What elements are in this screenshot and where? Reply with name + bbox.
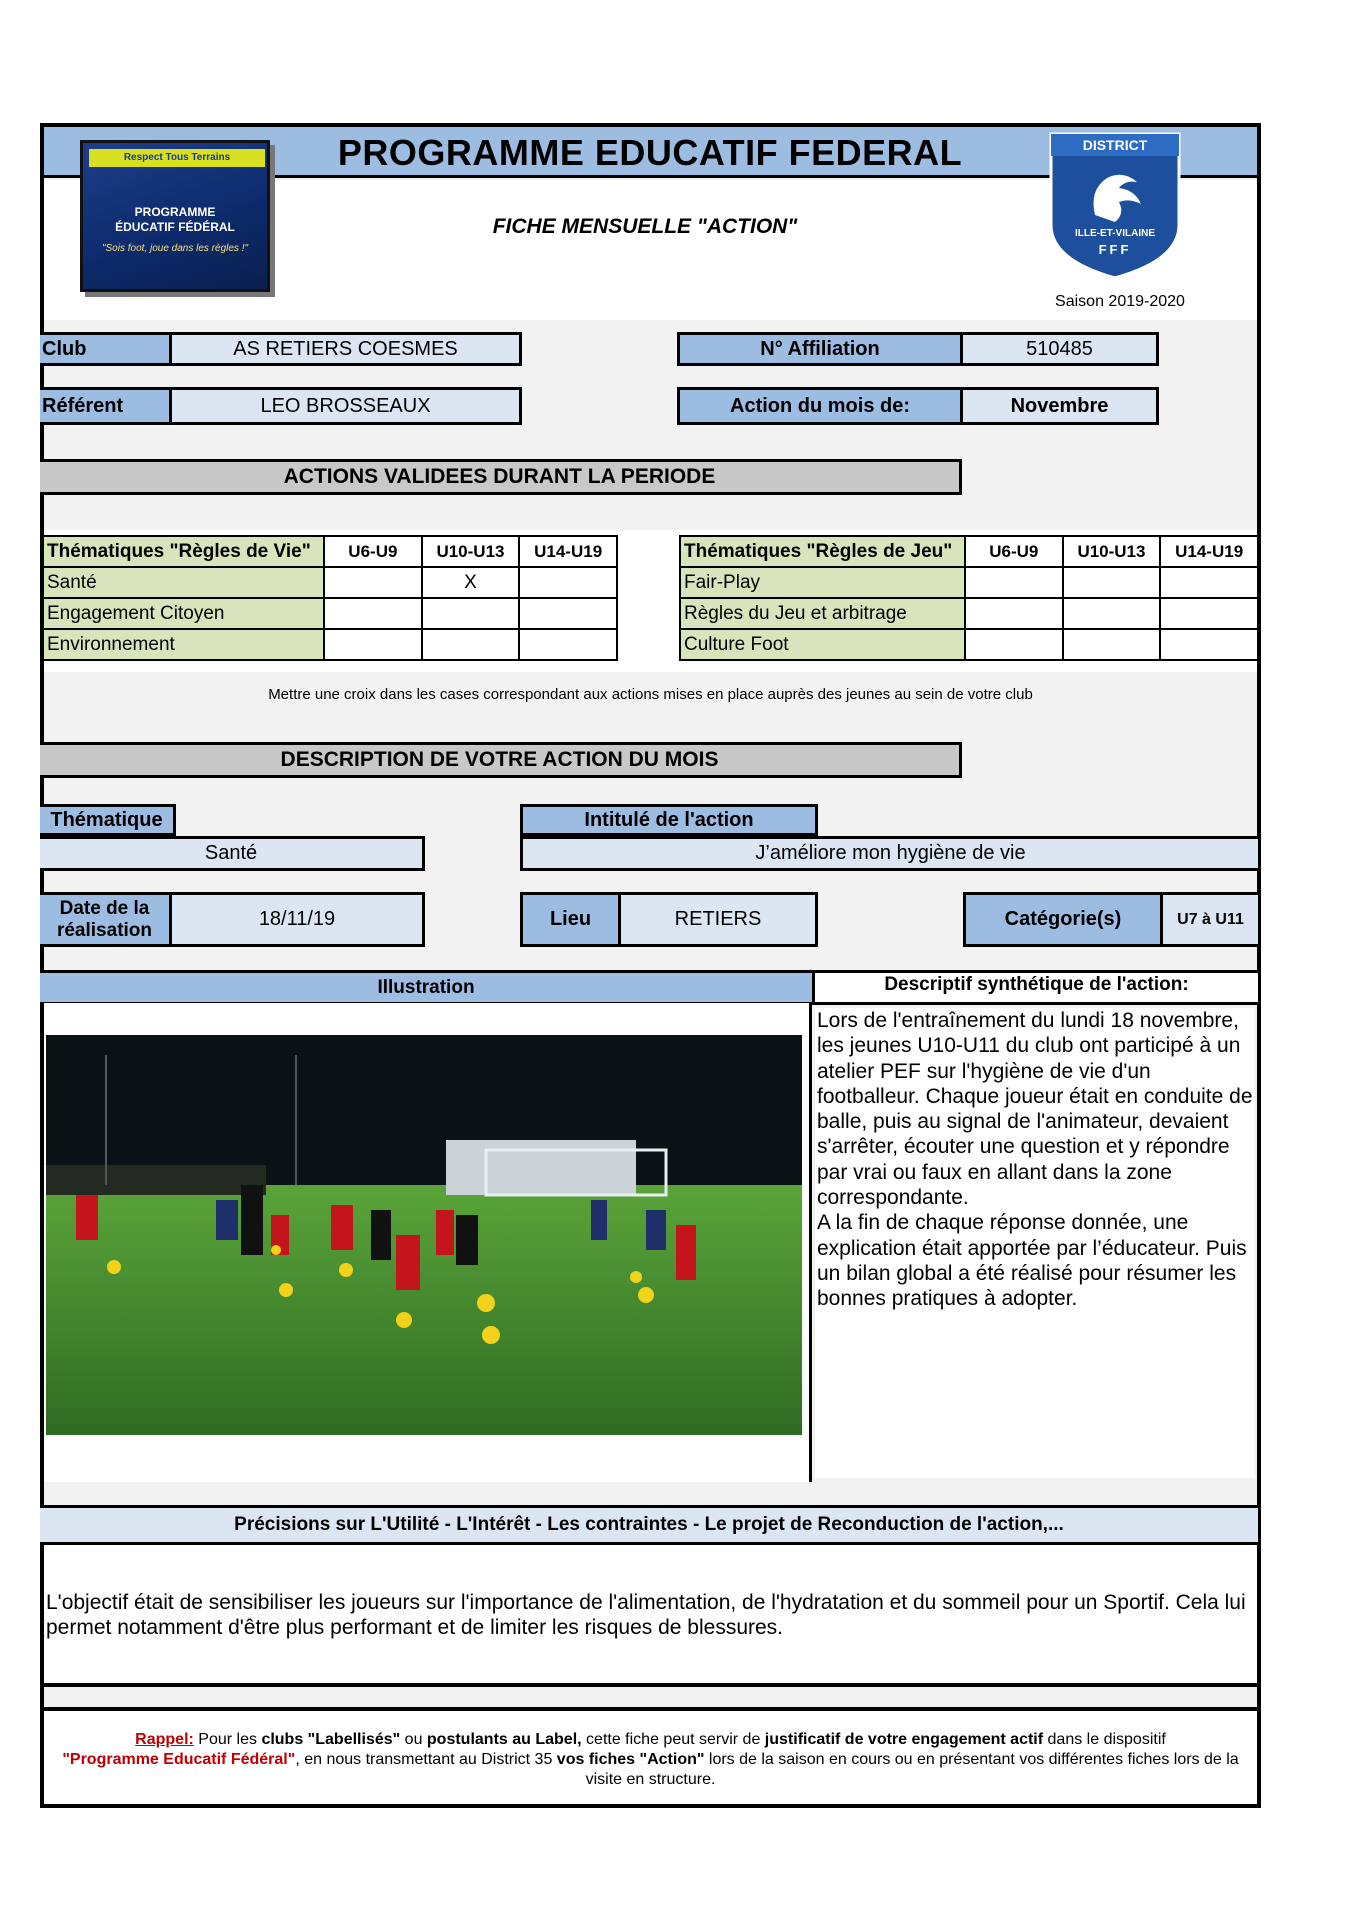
pef-logo-slogan: "Sois foot, joue dans les règles !" [101,243,249,254]
jeu-col-u10: U10-U13 [1063,536,1161,567]
jeu-col-u6: U6-U9 [965,536,1063,567]
jeu-cell[interactable] [965,567,1063,598]
date-label [40,895,172,944]
month-label: Action du mois de: [680,390,963,422]
pef-logo-band: Respect Tous Terrains [89,149,265,167]
rappel-bold: clubs "Labellisés" [261,1731,401,1748]
month-field [677,387,1159,425]
pef-logo-text [83,205,267,235]
training-photo-image [46,1035,802,1435]
lieu-label: Lieu [523,895,621,944]
intitule-value: J’améliore mon hygiène de vie [520,836,1261,871]
thematique-label: Thématique [40,804,176,836]
jeu-row-label: Fair-Play [680,567,965,598]
rappel-red: "Programme Educatif Fédéral" [62,1751,296,1768]
actions-section-title: ACTIONS VALIDEES DURANT LA PERIODE [40,459,962,495]
vie-cell[interactable]: X [422,567,520,598]
vie-cell[interactable] [519,598,617,629]
lieu-field [520,892,818,947]
actions-note: Mettre une croix dans les cases correspondant aux actions mises en place auprès des jeunes au sein de votre club [268,686,1033,703]
month-value: Novembre [963,390,1156,422]
affiliation-field [677,332,1159,366]
district-logo [1045,130,1185,280]
vie-cell[interactable] [324,567,422,598]
referent-label: Référent [40,390,172,422]
rappel-part: Pour les [193,1731,262,1748]
referent-field [40,387,522,425]
thematique-value: Santé [40,836,425,871]
vie-col-u6: U6-U9 [324,536,422,567]
descriptif-text [815,1008,1255,1478]
jeu-cell[interactable] [1063,567,1161,598]
vie-cell[interactable] [519,629,617,660]
rappel-part: dans le dispositif [1043,1731,1166,1748]
jeu-cell[interactable] [1063,598,1161,629]
descriptif-paragraph-1: Lors de l'entraînement du lundi 18 novembre, les jeunes U10-U11 du club ont participé à un atelier PEF sur l'hygiène de vie d'un footballeur. Chaque joueur était en conduite de balle, puis au signal de l'animateur, devaient s'arrêter, écouter une question et y répondre par vrai ou faux en allant dans la zone correspondante. [817,1009,1253,1210]
categorie-field [963,892,1261,947]
rappel-part: ou [400,1731,427,1748]
date-field [40,892,425,947]
rappel-part: , en nous transmettant au District 35 [295,1751,557,1768]
illustration-label: Illustration [40,970,815,1005]
regles-de-jeu-table [679,535,1259,661]
jeu-cell[interactable] [1160,598,1258,629]
rappel-bold: postulants au Label, [426,1731,582,1748]
district-logo-fff: FFF [1098,242,1132,257]
rappel-word: Rappel: [135,1731,194,1748]
regles-de-vie-table [42,535,618,661]
rappel-bold: vos fiches "Action" [556,1751,705,1768]
divider [44,1683,1257,1687]
club-field [40,332,522,366]
jeu-row-label: Règles du Jeu et arbitrage [680,598,965,629]
affiliation-value: 510485 [963,335,1156,363]
jeu-cell[interactable] [965,598,1063,629]
jeu-col-u14: U14-U19 [1160,536,1258,567]
precisions-text: L'objectif était de sensibiliser les joueurs sur l'importance de l'alimentation, de l'hydratation et du sommeil pour un Sportif. Cela lui permet notamment d'être plus performant et de limiter les risques de blessures. [44,1545,1257,1687]
descriptif-paragraph-2: A la fin de chaque réponse donnée, une explication était apportée par l’éducateur. Puis un bilan global a été réalisé pour résumer les bonnes pratiques à adopter. [817,1211,1247,1311]
page-subtitle: FICHE MENSUELLE "ACTION" [492,215,798,238]
jeu-cell[interactable] [1063,629,1161,660]
page-title: PROGRAMME EDUCATIF FEDERAL [337,132,963,173]
club-label: Club [40,335,172,363]
descriptif-label: Descriptif synthétique de l'action: [812,970,1261,1005]
rappel-text [44,1711,1257,1804]
affiliation-label: N° Affiliation [680,335,963,363]
date-label-line1: Date de la [59,898,150,919]
jeu-row-label: Culture Foot [680,629,965,660]
intitule-label: Intitulé de l'action [520,804,818,836]
district-logo-region: ILLE-ET-VILAINE [1075,228,1155,239]
vie-header: Thématiques "Règles de Vie" [43,536,324,567]
description-section-title: DESCRIPTION DE VOTRE ACTION DU MOIS [40,742,962,778]
precisions-label: Précisions sur L'Utilité - L'Intérêt - Les contraintes - Le projet de Reconduction de l'action,... [40,1505,1261,1545]
rappel-bold: justificatif de votre engagement actif [764,1731,1044,1748]
pef-logo-line1: PROGRAMME [134,205,216,219]
jeu-cell[interactable] [1160,567,1258,598]
vie-row-label: Engagement Citoyen [43,598,324,629]
referent-value: LEO BROSSEAUX [172,390,519,422]
vie-cell[interactable] [422,629,520,660]
club-value: AS RETIERS COESMES [172,335,519,363]
date-value: 18/11/19 [172,895,422,944]
categorie-label: Catégorie(s) [966,895,1163,944]
vie-row-label: Environnement [43,629,324,660]
vie-row-label: Santé [43,567,324,598]
vie-col-u14: U14-U19 [519,536,617,567]
date-label-line2: réalisation [56,920,153,941]
categorie-value: U7 à U11 [1163,895,1258,944]
rappel-part: lors de la saison en cours ou en présentant vos différentes fiches lors de la visite en structure. [585,1751,1239,1788]
vie-cell[interactable] [422,598,520,629]
vie-cell[interactable] [324,629,422,660]
pef-logo [80,140,270,292]
jeu-header: Thématiques "Règles de Jeu" [680,536,965,567]
vie-cell[interactable] [324,598,422,629]
lieu-value: RETIERS [621,895,815,944]
vie-cell[interactable] [519,567,617,598]
jeu-cell[interactable] [1160,629,1258,660]
district-logo-top: DISTRICT [1082,137,1148,153]
pef-logo-line2: ÉDUCATIF FÉDÉRAL [115,220,235,234]
training-photo [46,1035,802,1435]
vie-col-u10: U10-U13 [422,536,520,567]
rappel-part: cette fiche peut servir de [581,1731,765,1748]
jeu-cell[interactable] [965,629,1063,660]
season-label: Saison 2019-2020 [1055,293,1185,310]
